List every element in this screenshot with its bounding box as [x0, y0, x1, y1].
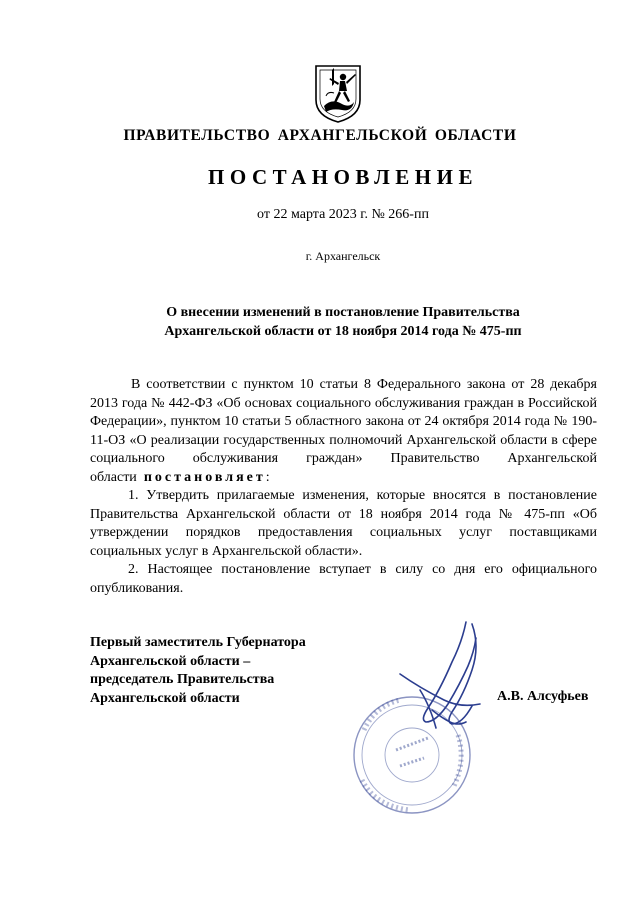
document-type: ПОСТАНОВЛЕНИЕ: [208, 165, 478, 189]
resolves-colon: :: [265, 469, 270, 485]
signer-title-line-3: председатель Правительства: [90, 672, 275, 687]
signature-and-seal: [340, 610, 540, 825]
handwritten-signature: [400, 622, 480, 728]
signer-title-line-4: Архангельской области: [90, 690, 240, 706]
document-date-number: от 22 марта 2023 г. № 266-пп: [257, 207, 429, 222]
document-body: [90, 376, 597, 598]
item-2-paragraph: 2. Настоящее постановление вступает в силу со дня его официального опубликования.: [90, 562, 597, 596]
signer-title-line-1: Первый заместитель Губернатора: [90, 635, 306, 650]
subject-line-2: Архангельской области от 18 ноября 2014 года № 475-пп: [164, 324, 522, 339]
preamble-text: В соответствии с пунктом 10 статьи 8 Федерального закона от 28 декабря 2013 года № 442-ФЗ «Об основах социального обслуживания граждан в Российской Федерации», пунктом 10 статьи 5 областного закона от 24 октября 2014 года № 190-11-ОЗ «О реализации государственных полномочий Архангельской области в сфере социального обслуживания граждан» Правительство Архангельской области: [90, 377, 597, 485]
document-subject: [0, 303, 640, 341]
preamble-paragraph: [90, 376, 597, 487]
coat-of-arms-icon: [312, 62, 364, 124]
official-seal-stamp: [354, 697, 470, 813]
document-city: г. Архангельск: [305, 249, 381, 263]
signer-title-line-2: Архангельской области –: [90, 653, 251, 669]
subject-line-1: О внесении изменений в постановление Правительства: [166, 305, 520, 320]
signer-name: А.В. Алсуфьев: [497, 689, 589, 704]
item-1-paragraph: 1. Утвердить прилагаемые изменения, которые вносятся в постановление Правительства Архангельской области от 18 ноября 2014 года № 475-пп «Об утверждении порядков предоставления социальных услуг поставщиками социальных услуг в Архангельской области».: [90, 488, 597, 559]
government-name: ПРАВИТЕЛЬСТВО АРХАНГЕЛЬСКОЙ ОБЛАСТИ: [123, 127, 517, 144]
resolves-word: постановляет: [143, 469, 266, 485]
signer-title: [90, 634, 360, 708]
